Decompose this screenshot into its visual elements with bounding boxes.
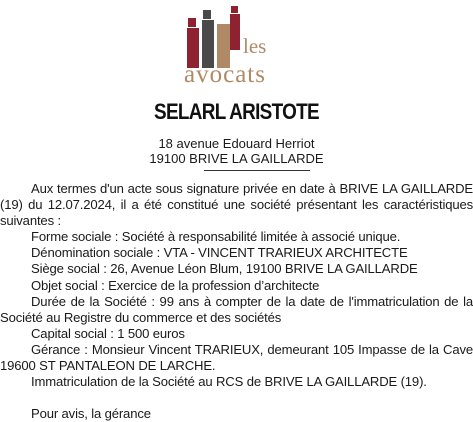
notice-gerance: Gérance : Monsieur Vincent TRARIEUX, demeurant 105 Impasse de la Cave 19600 ST PANTALEON DE LARCHE.: [0, 341, 473, 374]
logo-text-les: les: [243, 34, 267, 58]
notice-immatriculation: Immatriculation de la Société au RCS de BRIVE LA GAILLARDE (19).: [31, 374, 427, 390]
notice-intro: Aux termes d'un acte sous signature privée en date à BRIVE LA GAILLARDE (19) du 12.07.2024, il a été constitué une société présentant les caractéristiques suivantes :: [0, 181, 473, 229]
address-street: 18 avenue Edouard Herriot: [158, 136, 315, 151]
address-city: 19100 BRIVE LA GAILLARDE: [149, 151, 324, 166]
company-name: SELARL ARISTOTE: [154, 99, 319, 124]
notice-spacer: [0, 390, 473, 406]
logo-figure-red-right: [230, 14, 240, 50]
notice-duree: Durée de la Société : 99 ans à compter de la date de l'immatriculation de la Société au Registre du commerce et des sociétés: [0, 293, 473, 325]
logo-figure-dark-head: [203, 10, 211, 19]
logo-text-avocats: avocats: [184, 61, 266, 88]
header-divider: [204, 170, 310, 171]
notice-denomination: Dénomination sociale : VTA - VINCENT TRARIEUX ARCHITECTE: [31, 245, 408, 261]
legal-notice: [0, 181, 473, 422]
notice-objet: Objet social : Exercice de la profession d’architecte: [31, 277, 320, 293]
notice-siege: Siège social : 26, Avenue Léon Blum, 19100 BRIVE LA GAILLARDE: [31, 261, 418, 277]
notice-forme: Forme sociale : Société à responsabilité limitée à associé unique.: [31, 229, 401, 245]
notice-capital: Capital social : 1 500 euros: [31, 325, 185, 341]
logo-figure-red-right-head: [231, 6, 238, 13]
notice-closing: Pour avis, la gérance: [31, 406, 151, 422]
logo-figure-red-head: [188, 18, 196, 27]
